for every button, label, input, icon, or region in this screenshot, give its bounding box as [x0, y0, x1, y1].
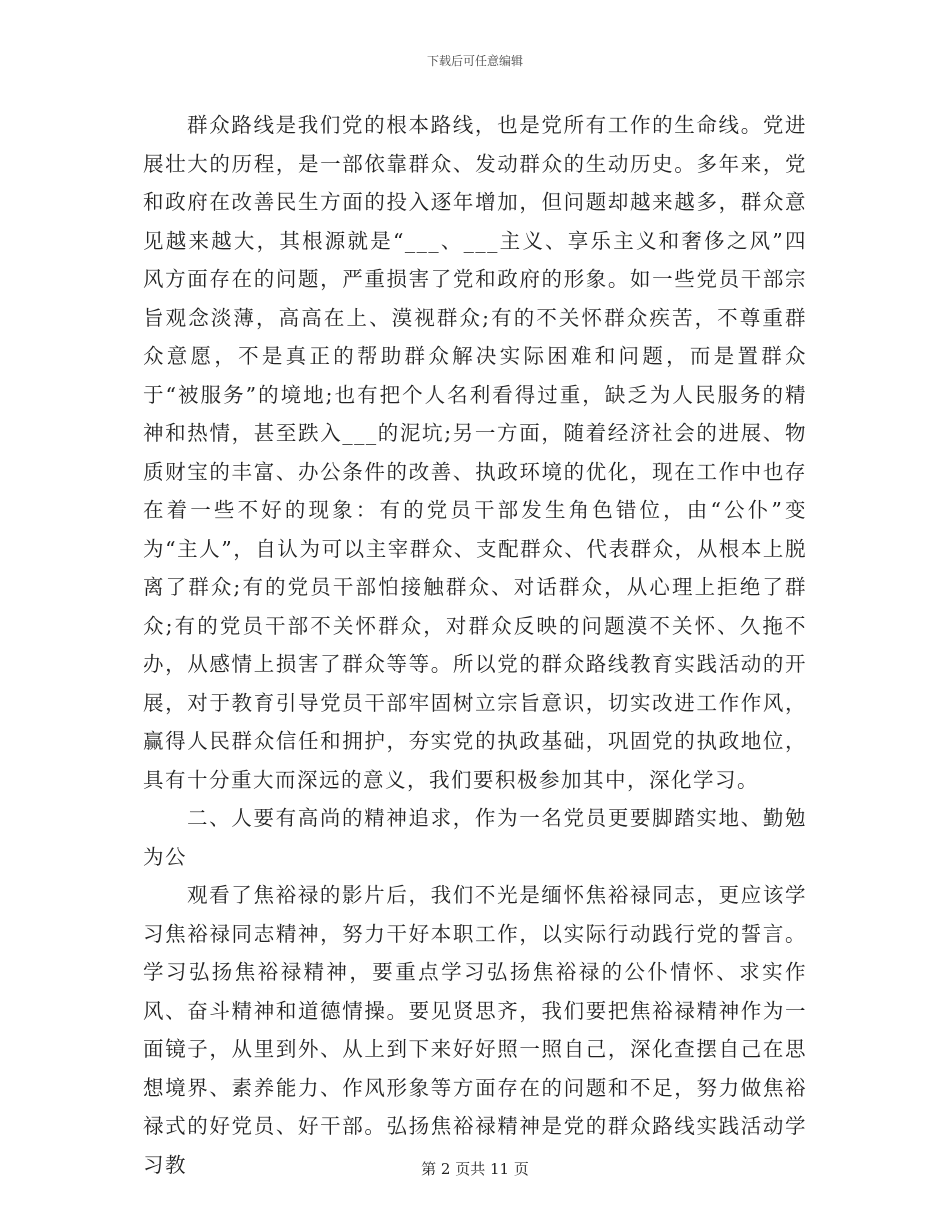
- paragraph-jiao-yulu: 观看了焦裕禄的影片后，我们不光是缅怀焦裕禄同志，更应该学习焦裕禄同志精神，努力干好本职工作，以实际行动践行党的誓言。学习弘扬焦裕禄精神，要重点学习弘扬焦裕禄的公仆情怀、求实作风、奋斗精神和道德情操。要见贤思齐，我们要把焦裕禄精神作为一面镜子，从里到外、从上到下来好好照一照自己，深化查摆自己在思想境界、素养能力、作风形象等方面存在的问题和不足，努力做焦裕禄式的好党员、好干部。弘扬焦裕禄精神是党的群众路线实践活动学习教: [143, 883, 807, 1177]
- paragraph-mass-line: 群众路线是我们党的根本路线，也是党所有工作的生命线。党进展壮大的历程，是一部依靠群众、发动群众的生动历史。多年来，党和政府在改善民生方面的投入逐年增加，但问题却越来越多，群众意见越来越大，其根源就是“___、___主义、享乐主义和奢侈之风”四风方面存在的问题，严重损害了党和政府的形象。如一些党员干部宗旨观念淡薄，高高在上、漠视群众;有的不关怀群众疾苦，不尊重群众意愿，不是真正的帮助群众解决实际困难和问题，而是置群众于“被服务”的境地;也有把个人名利看得过重，缺乏为人民服务的精神和热情，甚至跌入___的泥坑;另一方面，随着经济社会的进展、物质财宝的丰富、办公条件的改善、执政环境的优化，现在工作中也存在着一些不好的现象：有的党员干部发生角色错位，由“公仆”变为“主人”，自认为可以主宰群众、支配群众、代表群众，从根本上脱离了群众;有的党员干部怕接触群众、对话群众，从心理上拒绝了群众;有的党员干部不关怀群众，对群众反映的问题漠不关怀、久拖不办，从感情上损害了群众等等。所以党的群众路线教育实践活动的开展，对于教育引导党员干部牢固树立宗旨意识，切实改进工作作风，赢得人民群众信任和拥护，夯实党的执政基础，巩固党的执政地位，具有十分重大而深远的意义，我们要积极参加其中，深化学习。: [143, 113, 807, 792]
- page-number: 第 2 页共 11 页: [421, 1160, 529, 1178]
- page-header-note: 下载后可任意编辑: [426, 54, 523, 68]
- section-heading-two: 二、人要有高尚的精神追求，作为一名党员更要脚踏实地、勤勉为公: [143, 806, 807, 869]
- document-body: [143, 106, 807, 1184]
